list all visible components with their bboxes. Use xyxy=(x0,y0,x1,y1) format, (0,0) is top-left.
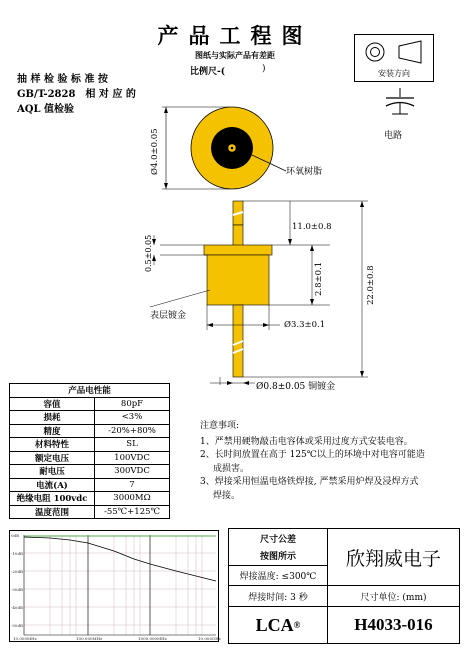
registered-mark: ® xyxy=(293,620,301,630)
brand-text: LCA xyxy=(255,614,294,635)
inspection-note-line-3: AQL 值检验 xyxy=(17,104,74,115)
x-tick-label: 10.000MHz xyxy=(13,636,37,641)
inspection-note-line-1: 抽 样 检 验 标 准 按 xyxy=(17,74,108,85)
surface-label: 表层镀金 xyxy=(150,311,187,321)
tolerance-sub: 按图所示 xyxy=(259,552,296,562)
wire-label: Ø0.8±0.05 铜镀金 xyxy=(256,382,336,392)
spec-label: 材料特性 xyxy=(10,438,95,452)
electrical-spec-table xyxy=(9,383,170,519)
table-row xyxy=(10,424,170,438)
notes-title: 注意事项: xyxy=(200,421,240,431)
subtitle: 图纸与实际产品有差距 xyxy=(195,50,275,60)
table-row xyxy=(10,397,170,411)
inspection-note-line-2: GB/T-2828 相 对 应 的 xyxy=(17,89,136,100)
spec-header: 产品电性能 xyxy=(10,384,170,398)
note-item: 焊接。 xyxy=(213,490,241,501)
capacitor-flange xyxy=(204,245,272,255)
spec-label: 温度范围 xyxy=(10,505,95,519)
note-item: 2、长时间放置在高于 125℃以上的环境中对电容可能造 xyxy=(200,450,425,460)
table-row xyxy=(10,411,170,425)
spec-value: 3000MΩ xyxy=(95,492,170,506)
spec-value: 80pF xyxy=(95,397,170,411)
spec-value: -55℃+125℃ xyxy=(95,505,170,519)
scale-label: 比例尺-( xyxy=(190,67,225,77)
spec-label: 额定电压 xyxy=(10,451,95,465)
tolerance-label: 尺寸公差 xyxy=(259,535,296,545)
spec-label: 损耗 xyxy=(10,411,95,425)
frequency-response-graph xyxy=(9,530,219,642)
table-row xyxy=(10,465,170,479)
y-tick-label: 0dB xyxy=(11,533,20,538)
tolerance-cell xyxy=(228,528,328,566)
spec-label: 精度 xyxy=(10,424,95,438)
spec-value: 7 xyxy=(95,478,170,492)
table-row xyxy=(10,492,170,506)
scale-close: ) xyxy=(262,64,266,74)
dimension-unit: 尺寸单位: (mm) xyxy=(327,585,460,607)
diameter-label: Ø4.0±0.05 xyxy=(150,128,160,175)
body-diameter-label: Ø3.3±0.1 xyxy=(284,320,326,330)
y-tick-label: -50dB xyxy=(11,623,23,628)
x-tick-label: 10.000GHz xyxy=(198,636,221,641)
install-direction-label: 安装方向 xyxy=(378,69,410,78)
note-item: 1、严禁用硬物敲击电容体或采用过度方式安装电容。 xyxy=(200,436,413,447)
spec-value: 300VDC xyxy=(95,465,170,479)
y-tick-label: -40dB xyxy=(11,605,23,610)
spec-value: 100VDC xyxy=(95,451,170,465)
notes-section xyxy=(200,420,425,503)
install-direction-box xyxy=(354,34,434,82)
table-row xyxy=(10,451,170,465)
response-curve xyxy=(24,537,216,581)
lead-length-label: 11.0±0.8 xyxy=(292,222,332,232)
spec-label: 容值 xyxy=(10,397,95,411)
spec-value: -20%+80% xyxy=(95,424,170,438)
epoxy-label: 环氧树脂 xyxy=(286,167,323,177)
spec-value: SL xyxy=(95,438,170,452)
brand-logo xyxy=(228,606,328,644)
page-title: 产品工程图 xyxy=(157,23,313,48)
spec-label: 耐电压 xyxy=(10,465,95,479)
top-view-drawing xyxy=(140,95,323,210)
spec-label: 绝缘电阻 100vdc xyxy=(10,492,95,506)
note-item: 成损害。 xyxy=(213,463,250,474)
table-row xyxy=(10,478,170,492)
x-tick-label: 100.000MHz xyxy=(76,636,103,641)
company-name: 欣翔威电子 xyxy=(327,528,460,586)
solder-temp: 焊接温度: ≤300℃ xyxy=(228,565,328,586)
spec-label: 电流(A) xyxy=(10,478,95,492)
note-item: 3、焊接采用恒温电烙铁焊接, 严禁采用炉焊及浸焊方式 xyxy=(200,477,419,487)
solder-time: 焊接时间: 3 秒 xyxy=(228,585,328,607)
spec-value: <3% xyxy=(95,411,170,425)
body-height-label: 2.8±0.1 xyxy=(314,261,324,296)
table-row xyxy=(10,505,170,519)
offset-label: 0.5±0.05 xyxy=(144,234,153,272)
circuit-label: 电路 xyxy=(384,131,403,141)
side-view-drawing xyxy=(140,195,380,395)
table-row xyxy=(10,438,170,452)
total-length-label: 22.0±0.8 xyxy=(366,265,376,305)
y-tick-label: -30dB xyxy=(11,587,23,592)
y-tick-label: -20dB xyxy=(11,569,23,574)
capacitor-circuit-icon xyxy=(370,88,430,128)
part-number: H4033-016 xyxy=(327,606,460,644)
x-tick-label: 1000.000MHz xyxy=(138,636,167,641)
capacitor-body xyxy=(207,255,269,305)
y-tick-label: -10dB xyxy=(11,551,23,556)
